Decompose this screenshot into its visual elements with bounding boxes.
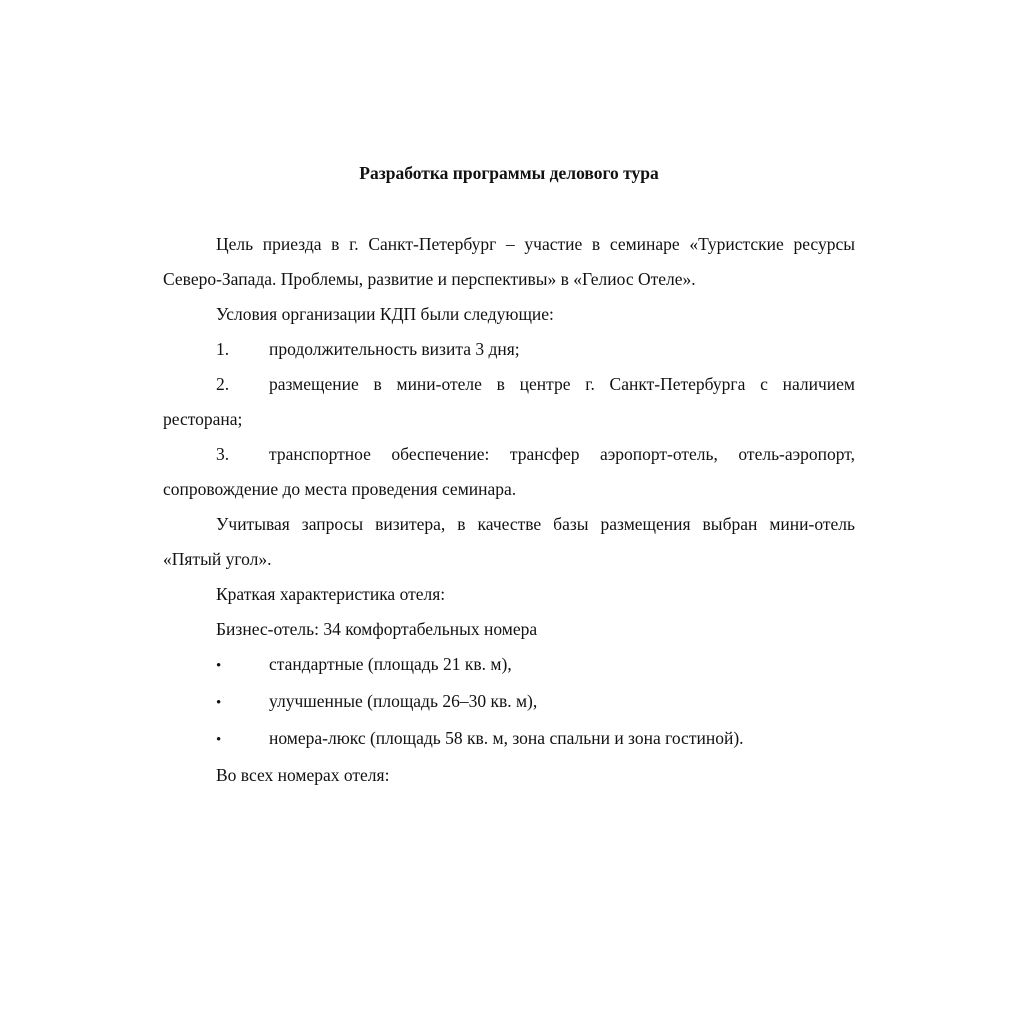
condition-item-2 <box>163 367 855 437</box>
room-type-text: номера-люкс (площадь 58 кв. м, зона спальни и зона гостиной). <box>269 728 744 748</box>
condition-number: 2. <box>216 374 230 394</box>
bullet-icon: • <box>216 658 222 674</box>
document-page <box>163 155 855 793</box>
condition-text: продолжительность визита 3 дня; <box>269 339 520 359</box>
condition-item-3 <box>163 437 855 507</box>
condition-number: 1. <box>216 339 230 359</box>
room-type-item <box>163 684 855 721</box>
conditions-heading: Условия организации КДП были следующие: <box>216 304 554 324</box>
choice-paragraph: Учитывая запросы визитера, в качестве базы размещения выбран мини-отель «Пятый угол». <box>163 514 855 569</box>
condition-text: транспортное обеспечение: трансфер аэропорт-отель, отель-аэропорт, сопровождение до места проведения семинара. <box>163 444 855 499</box>
room-type-item <box>163 647 855 684</box>
document-title: Разработка программы делового тура <box>359 163 659 183</box>
condition-item-1 <box>163 332 855 367</box>
room-type-text: улучшенные (площадь 26–30 кв. м), <box>269 691 538 711</box>
intro-paragraph: Цель приезда в г. Санкт-Петербург – участие в семинаре «Туристские ресурсы Северо-Запада. Проблемы, развитие и перспективы» в «Гелиос Отеле». <box>163 234 855 289</box>
room-type-item <box>163 721 855 758</box>
hotel-summary: Бизнес-отель: 34 комфортабельных номера <box>216 619 538 639</box>
room-type-text: стандартные (площадь 21 кв. м), <box>269 654 512 674</box>
condition-number: 3. <box>216 444 230 464</box>
condition-text: размещение в мини-отеле в центре г. Санкт-Петербурга с наличием ресторана; <box>163 374 855 429</box>
bullet-icon: • <box>216 695 222 711</box>
closing-line: Во всех номерах отеля: <box>216 765 390 785</box>
hotel-heading: Краткая характеристика отеля: <box>216 584 446 604</box>
bullet-icon: • <box>216 732 222 748</box>
